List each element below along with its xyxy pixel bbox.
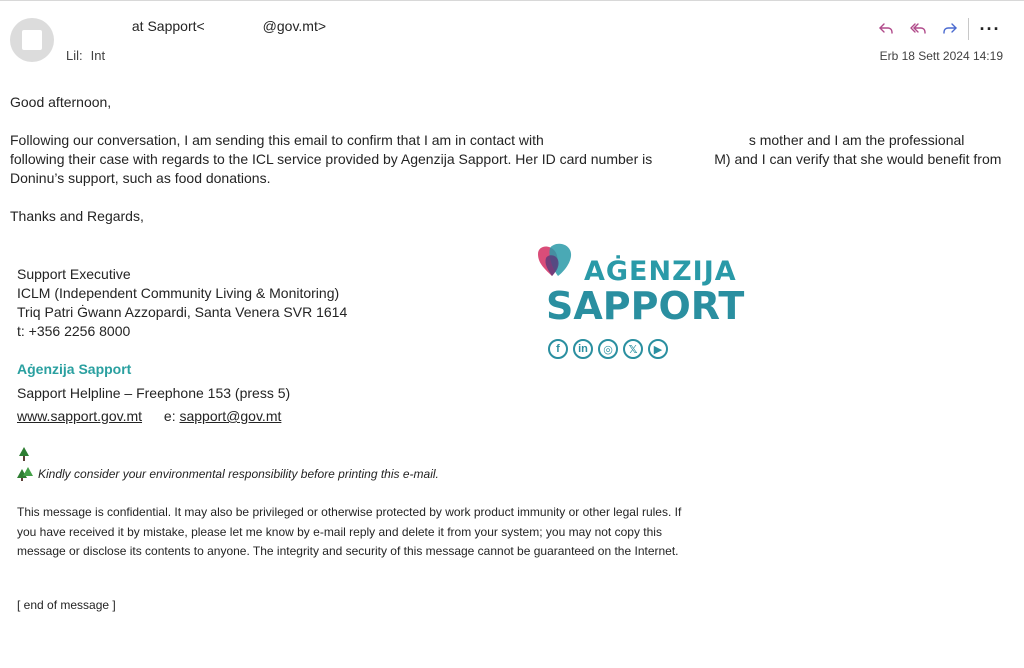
- reply-all-button[interactable]: [902, 16, 934, 42]
- confidentiality-disclaimer: This message is confidential. It may also be privileged or otherwise protected by work product immunity or other legal rules. If you have received it by mistake, please let me know by e-mail reply and delete it from your system; you may not copy this message or disclose its contents to anyone. The integrity and security of this message cannot be guaranteed on the Internet.: [17, 505, 682, 558]
- facebook-icon[interactable]: f: [548, 339, 568, 359]
- eco-note: Kindly consider your environmental responsibility before printing this e-mail.: [38, 467, 439, 481]
- agenzija-sapport-logo: [534, 240, 745, 340]
- signature-address: Triq Patri Ġwann Azzopardi, Santa Venera SVR 1614: [17, 304, 348, 320]
- sender-name: at Sapport<: [131, 18, 205, 34]
- redacted-sender-email: [205, 19, 263, 31]
- logo-text-line2: SAPPORT: [546, 284, 745, 328]
- closing: Thanks and Regards,: [10, 208, 144, 224]
- message-actions: [870, 16, 1005, 42]
- greeting: Good afternoon,: [10, 94, 112, 110]
- logo-text-line1: AĠENZIJA: [584, 256, 737, 287]
- paragraph-part-3: M) and I can verify that she would benefit from Doninu’s support, such as food donations.: [10, 151, 1002, 186]
- top-divider: [0, 0, 1024, 1]
- more-icon: ···: [979, 18, 1001, 39]
- signature-links: [17, 407, 281, 426]
- linkedin-icon[interactable]: in: [573, 339, 593, 359]
- sender-email: @gov.mt>: [262, 18, 327, 34]
- signature-title: Support Executive: [17, 266, 131, 282]
- reply-button[interactable]: [870, 16, 902, 42]
- youtube-icon[interactable]: ▶: [648, 339, 668, 359]
- more-actions-button[interactable]: [975, 16, 1005, 42]
- message-paragraph: [10, 131, 1010, 188]
- sender-line[interactable]: [70, 18, 326, 34]
- website-link[interactable]: www.sapport.gov.mt: [17, 408, 143, 424]
- end-of-message: [ end of message ]: [17, 598, 116, 612]
- tree-icon: [18, 447, 30, 461]
- paragraph-part-2: s mother and I am the professional following their case with regards to the ICL service provided by Agenzija Sapport. Her ID card number is: [10, 132, 965, 167]
- forward-icon: [941, 20, 959, 38]
- signature-brand: Aġenzija Sapport: [17, 361, 132, 377]
- email-label: e:: [163, 408, 176, 424]
- recipient-name[interactable]: Int: [90, 48, 106, 63]
- email-link[interactable]: sapport@gov.mt: [179, 408, 282, 424]
- reply-icon: [877, 20, 895, 38]
- logo-mark-icon: [534, 240, 586, 288]
- signature-helpline: Sapport Helpline – Freephone 153 (press 5): [17, 385, 291, 401]
- redacted-sender-name: [70, 19, 128, 31]
- trees-icon: [17, 467, 33, 481]
- instagram-icon[interactable]: ◎: [598, 339, 618, 359]
- reply-all-icon: [909, 20, 927, 38]
- sender-avatar[interactable]: [10, 18, 54, 62]
- action-separator: [968, 18, 969, 40]
- x-icon[interactable]: 𝕏: [623, 339, 643, 359]
- avatar-placeholder-icon: [22, 30, 42, 50]
- to-label: Lil:: [66, 48, 83, 63]
- forward-button[interactable]: [934, 16, 966, 42]
- message-date: Erb 18 Sett 2024 14:19: [879, 49, 1003, 63]
- recipient-line: [66, 48, 105, 63]
- social-links: [548, 339, 668, 359]
- paragraph-part-1: Following our conversation, I am sending this email to confirm that I am in contact with: [10, 132, 544, 148]
- signature-phone: t: +356 2256 8000: [17, 323, 131, 339]
- signature-org: ICLM (Independent Community Living & Monitoring): [17, 285, 340, 301]
